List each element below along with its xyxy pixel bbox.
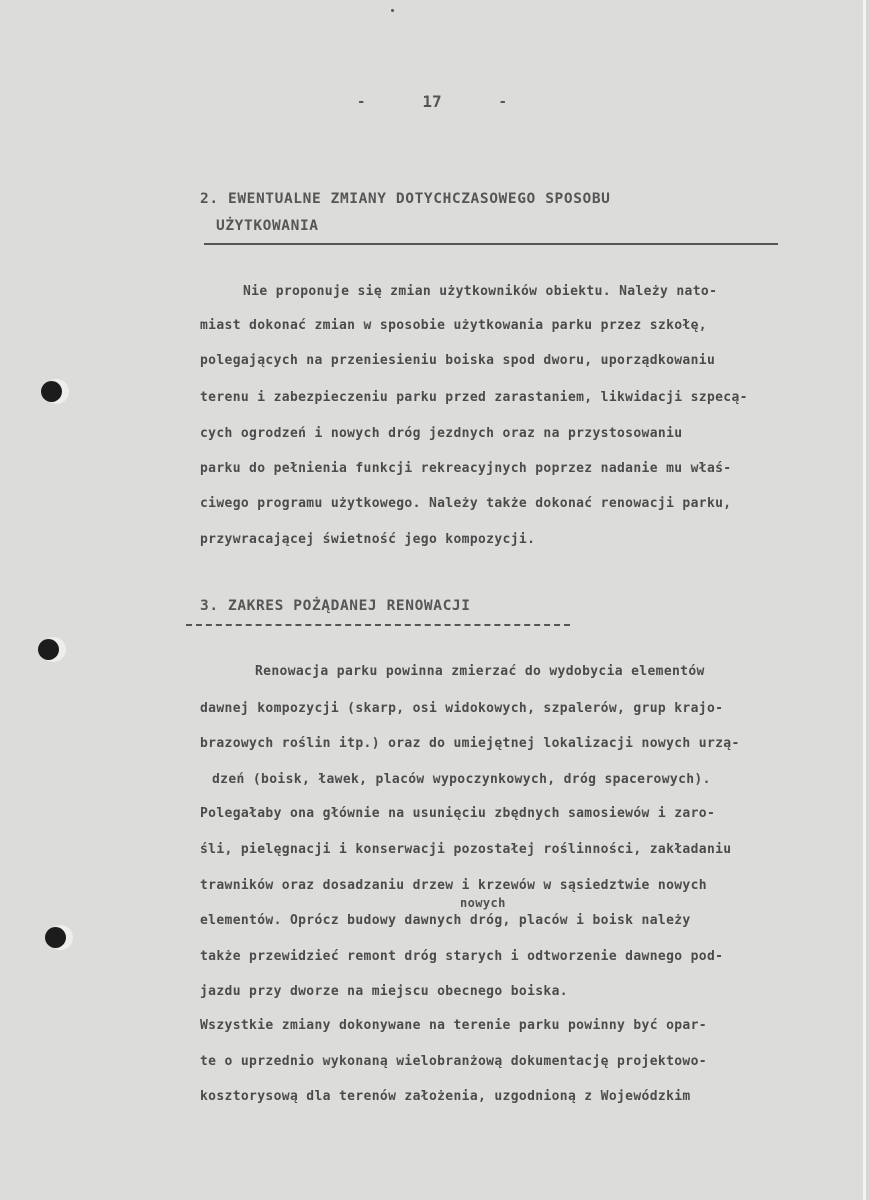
section-3-line: te o uprzednio wykonaną wielobranżową dokumentację projektowo- <box>200 1054 707 1069</box>
section-3-line: elementów. Oprócz budowy dawnych dróg, placów i boisk należy <box>200 913 691 928</box>
section-2-line: polegających na przeniesieniu boiska spod dworu, uporządkowaniu <box>200 353 716 368</box>
section-3-line: dzeń (boisk, ławek, placów wypoczynkowych, dróg spacerowych). <box>212 772 711 787</box>
section-2-line: terenu i zabezpieczeniu parku przed zarastaniem, likwidacji szpecą- <box>200 390 748 405</box>
section-3-line: także przewidzieć remont dróg starych i odtworzenie dawnego pod- <box>200 949 724 964</box>
section-2-line: ciwego programu użytkowego. Należy także dokonać renowacji parku, <box>200 496 732 511</box>
section-2-heading-line-1: 2. EWENTUALNE ZMIANY DOTYCHCZASOWEGO SPOSOBU <box>200 191 611 207</box>
section-3-heading: 3. ZAKRES POŻĄDANEJ RENOWACJI <box>200 598 471 614</box>
section-2-line: Nie proponuje się zmian użytkowników obiektu. Należy nato- <box>243 284 718 299</box>
section-3-line: śli, pielęgnacji i konserwacji pozostałej roślinności, zakładaniu <box>200 842 732 857</box>
section-3-line: Renowacja parku powinna zmierzać do wydobycia elementów <box>255 664 705 679</box>
section-3-line: dawnej kompozycji (skarp, osi widokowych, szpalerów, grup krajo- <box>200 701 724 716</box>
page-number-dash-right: - <box>498 93 507 110</box>
page-edge <box>863 0 866 1200</box>
section-3-line: trawników oraz dosadzaniu drzew i krzewów w sąsiedztwie nowych <box>200 878 707 893</box>
handwritten-insertion: nowych <box>460 896 506 910</box>
page-number-dash-left: - <box>357 93 366 110</box>
section-2-heading-line-2: UŻYTKOWANIA <box>216 218 319 234</box>
punch-hole <box>38 639 59 660</box>
section-3-line: jazdu przy dworze na miejscu obecnego boiska. <box>200 984 568 999</box>
section-2-line: cych ogrodzeń i nowych dróg jezdnych oraz na przystosowaniu <box>200 426 683 441</box>
punch-hole <box>41 381 62 402</box>
ink-speck <box>391 9 394 12</box>
section-3-heading-dashed-underline <box>186 624 570 626</box>
section-2-heading-underline <box>204 243 778 245</box>
page-number-value: 17 <box>422 92 442 111</box>
section-3-line: kosztorysową dla terenów założenia, uzgodnioną z Wojewódzkim <box>200 1089 691 1104</box>
page-number <box>357 92 507 111</box>
punch-hole <box>45 927 66 948</box>
section-2-line: miast dokonać zmian w sposobie użytkowania parku przez szkołę, <box>200 318 707 333</box>
section-2-line: parku do pełnienia funkcji rekreacyjnych poprzez nadanie mu właś- <box>200 461 732 476</box>
section-3-line: Polegałaby ona głównie na usunięciu zbędnych samosiewów i zaro- <box>200 806 716 821</box>
section-3-line: Wszystkie zmiany dokonywane na terenie parku powinny być opar- <box>200 1018 707 1033</box>
section-3-line: brazowych roślin itp.) oraz do umiejętnej lokalizacji nowych urzą- <box>200 736 740 751</box>
section-2-line: przywracającej świetność jego kompozycji. <box>200 532 536 547</box>
